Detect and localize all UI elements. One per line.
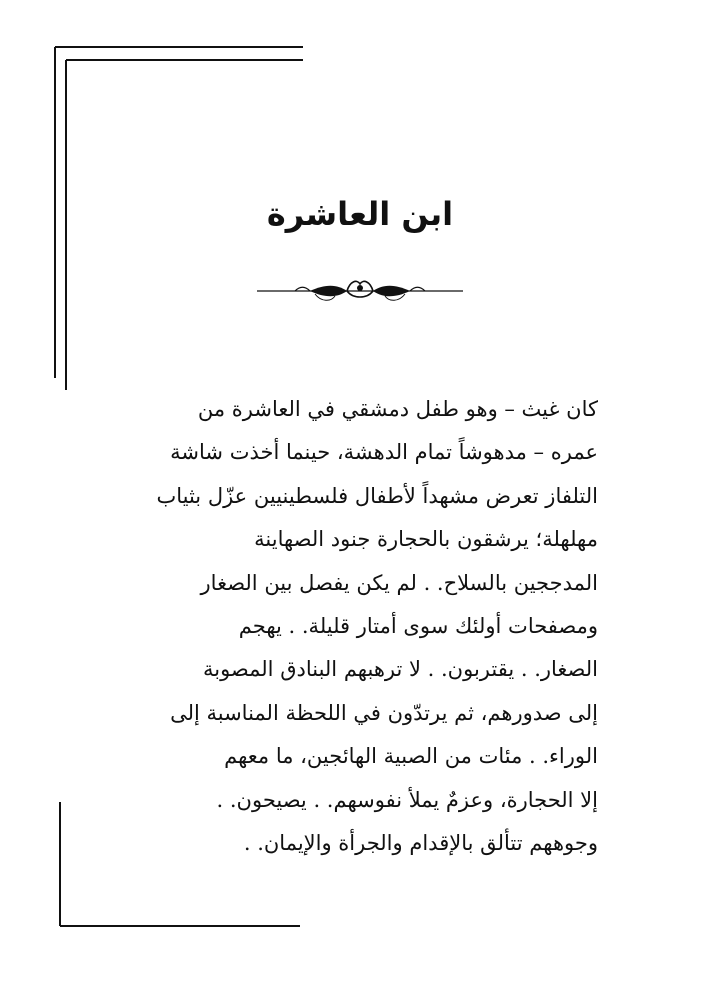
body-line: الوراء. . مئات من الصبية الهائجين، ما معهم (224, 744, 598, 769)
body-line: وجوههم تتألق بالإقدام والجرأة والإيمان. . (243, 830, 598, 855)
body-line: إلى صدورهم، ثم يرتدّون في اللحظة المناسبة إلى (170, 700, 598, 725)
body-line: كان غيث – وهو طفل دمشقي في العاشرة من (197, 397, 598, 421)
body-line: عمره – مدهوشاً تمام الدهشة، حينما أخذت شاشة (170, 440, 598, 465)
body-line: إلا الحجارة، وعزمٌ يملأ نفوسهم. . يصيحون. . (216, 787, 598, 812)
chapter-title: ابن العاشرة (266, 195, 454, 233)
body-paragraph (118, 388, 598, 865)
body-line: التلفاز تعرض مشهداً لأطفال فلسطينيين عزّل بثياب (156, 483, 598, 508)
ornament-divider-icon (255, 274, 465, 308)
body-line: المدججين بالسلاح. . لم يكن يفصل بين الصغار (200, 570, 598, 595)
body-line: مهلهلة؛ يرشقون بالحجارة جنود الصهاينة (254, 527, 598, 552)
body-line: الصغار. . يقتربون. . لا ترهبهم البنادق المصوبة (202, 657, 598, 682)
body-line: ومصفحات أولئك سوى أمتار قليلة. . يهجم (238, 613, 598, 638)
